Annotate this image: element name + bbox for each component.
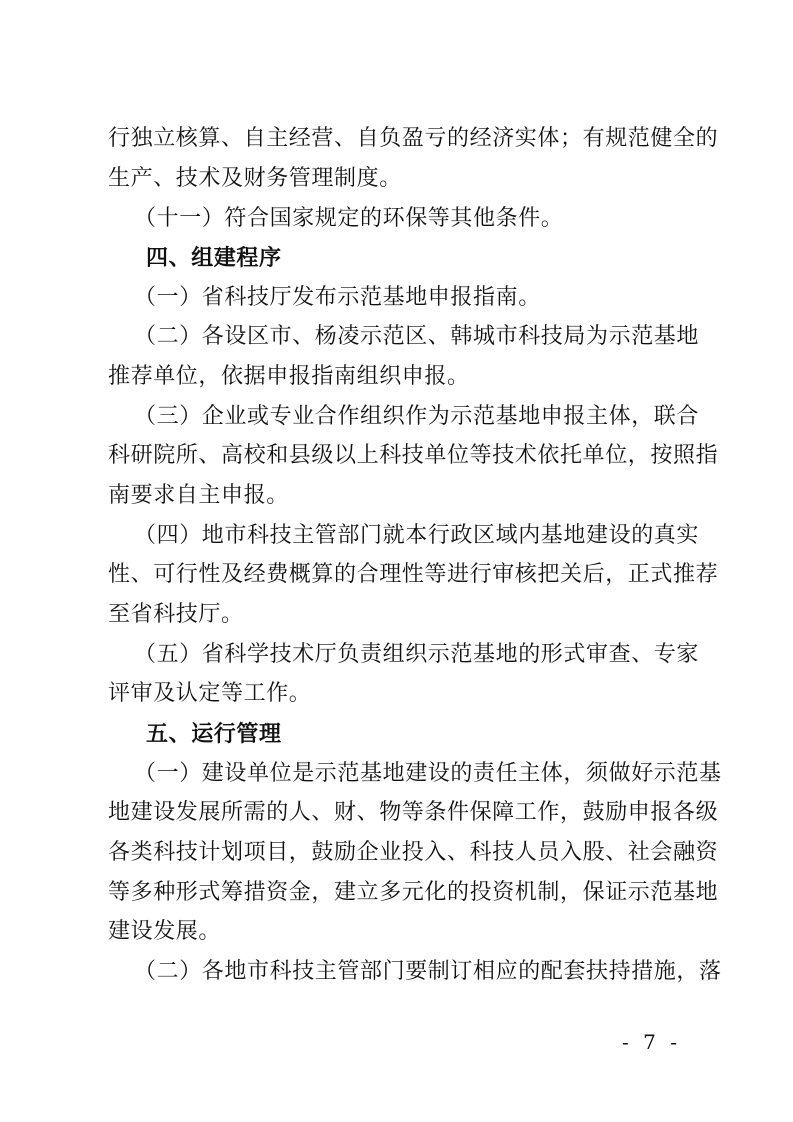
text-line: （四）地市科技主管部门就本行政区域内基地建设的真实 — [134, 523, 700, 548]
text-line: 至省科技厅。 — [108, 602, 244, 627]
text-line: （三）企业或专业合作组织作为示范基地申报主体，联合 — [134, 404, 700, 429]
text-line: 科研院所、高校和县级以上科技单位等技术依托单位，按照指 — [108, 443, 719, 468]
text-line: 建设发展。 — [108, 919, 222, 944]
text-line: 评审及认定等工作。 — [108, 681, 312, 706]
text-line: （二）各设区市、杨凌示范区、韩城市科技局为示范基地 — [134, 324, 700, 349]
text-line: 南要求自主申报。 — [108, 483, 289, 508]
text-line: 行独立核算、自主经营、自负盈亏的经济实体；有规范健全的 — [108, 126, 719, 151]
text-line: （二）各地市科技主管部门要制订相应的配套扶持措施，落 — [134, 959, 722, 984]
text-line: （一）省科技厅发布示范基地申报指南。 — [134, 285, 541, 310]
text-line: 推荐单位，依据申报指南组织申报。 — [108, 364, 470, 389]
page-number: - 7 - — [622, 1030, 681, 1054]
text-line: （五）省科学技术厅负责组织示范基地的形式审查、专家 — [134, 642, 700, 667]
text-line: 地建设发展所需的人、财、物等条件保障工作，鼓励申报各级 — [108, 800, 719, 825]
text-line: 等多种形式筹措资金，建立多元化的投资机制，保证示范基地 — [108, 880, 719, 905]
section-heading: 四、组建程序 — [146, 245, 282, 271]
text-line: 生产、技术及财务管理制度。 — [108, 166, 402, 191]
text-line: 性、可行性及经费概算的合理性等进行审核把关后，正式推荐 — [108, 562, 719, 587]
text-line: （十一）符合国家规定的环保等其他条件。 — [134, 206, 564, 231]
section-heading: 五、运行管理 — [146, 721, 282, 747]
text-line: （一）建设单位是示范基地建设的责任主体，须做好示范基 — [134, 761, 722, 786]
text-line: 各类科技计划项目，鼓励企业投入、科技人员入股、社会融资 — [108, 840, 719, 865]
